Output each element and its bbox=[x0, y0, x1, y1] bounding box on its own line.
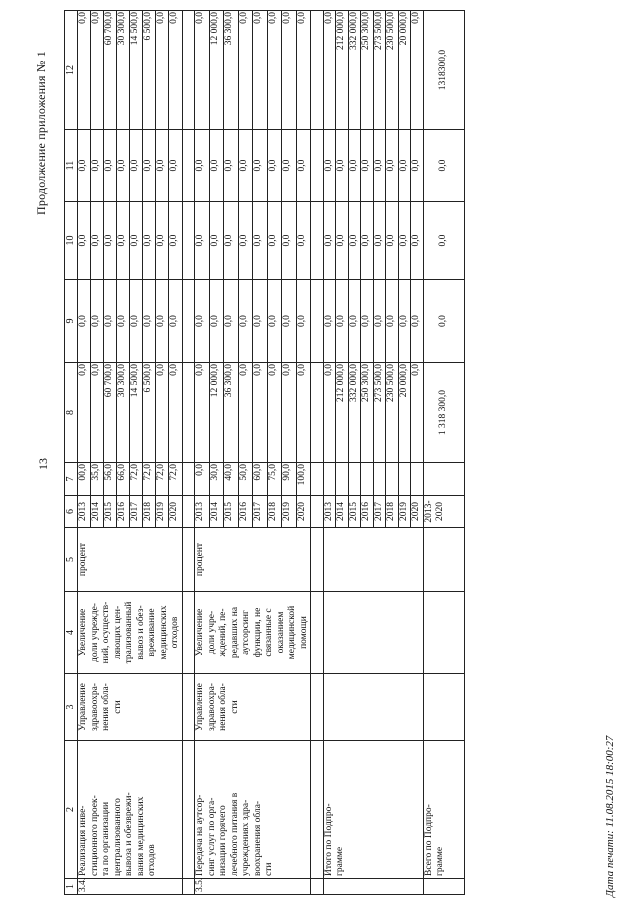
col12-total: 1318300,0 bbox=[423, 11, 464, 130]
year-cell: 2014 bbox=[336, 496, 349, 528]
indicator-line: функции, не bbox=[252, 607, 263, 658]
itogo-row bbox=[323, 11, 336, 895]
indicator-line: вреживание bbox=[147, 608, 157, 657]
indicator-line: оказанием bbox=[275, 611, 286, 654]
col9-cell: 0,0 bbox=[296, 280, 311, 363]
year-cell: 2018 bbox=[386, 496, 399, 528]
col9-cell: 0,0 bbox=[169, 280, 182, 363]
col10-cell: 0,0 bbox=[209, 202, 224, 280]
vsego-label bbox=[423, 741, 464, 879]
column-number-row bbox=[65, 11, 78, 895]
itogo-label-line: Итого по Подпро- bbox=[323, 803, 334, 876]
indicator-value: 50,0 bbox=[238, 463, 253, 496]
indicator-line: отходов bbox=[170, 616, 180, 649]
executor-line: сти bbox=[112, 700, 123, 714]
print-date: Дата печати: 11.08.2015 18:00:27 bbox=[604, 735, 616, 897]
col12-cell: 0,0 bbox=[238, 11, 253, 130]
indicator-line: вывоз и обез- bbox=[135, 605, 146, 660]
col8-cell: 0,0 bbox=[253, 363, 268, 463]
col8-cell: 0,0 bbox=[156, 363, 169, 463]
table-row bbox=[195, 11, 210, 895]
col9-cell: 0,0 bbox=[253, 280, 268, 363]
indicator-line: связанные с bbox=[264, 608, 274, 657]
measure-name-line: синг услуг по орга- bbox=[206, 797, 217, 876]
executor-line: нения обла- bbox=[218, 683, 228, 731]
year-cell: 2014 bbox=[209, 496, 224, 528]
indicator-value: 30,0 bbox=[209, 463, 224, 496]
col8-cell: 0,0 bbox=[267, 363, 282, 463]
col10-cell: 0,0 bbox=[398, 202, 411, 280]
col12-cell: 0,0 bbox=[78, 11, 91, 130]
empty-cell bbox=[182, 674, 195, 741]
measure-name-line: учреждениях здра- bbox=[241, 799, 251, 876]
empty-cell bbox=[311, 528, 324, 592]
col9-cell: 0,0 bbox=[267, 280, 282, 363]
col9-cell: 0,0 bbox=[78, 280, 91, 363]
column-number: 6 bbox=[65, 496, 78, 528]
col11-total: 0,0 bbox=[423, 130, 464, 202]
col11-cell: 0,0 bbox=[238, 130, 253, 202]
empty-cell bbox=[311, 674, 324, 741]
empty-cell bbox=[182, 130, 195, 202]
period-cell: 2013-2020 bbox=[423, 496, 464, 528]
year-cell: 2020 bbox=[169, 496, 182, 528]
empty-cell bbox=[311, 741, 324, 879]
empty-cell bbox=[398, 463, 411, 496]
empty-cell bbox=[311, 592, 324, 674]
executor-line: Управление bbox=[195, 683, 205, 731]
empty-cell bbox=[411, 463, 424, 496]
col11-cell: 0,0 bbox=[78, 130, 91, 202]
column-number: 8 bbox=[65, 363, 78, 463]
indicator-line: Увеличение bbox=[195, 608, 205, 657]
col10-total: 0,0 bbox=[423, 202, 464, 280]
col10-cell: 0,0 bbox=[156, 202, 169, 280]
empty-cell bbox=[182, 202, 195, 280]
measure-name-line: воохранения обла- bbox=[252, 800, 263, 876]
column-number: 3 bbox=[65, 674, 78, 741]
empty-cell bbox=[182, 741, 195, 879]
col10-cell: 0,0 bbox=[296, 202, 311, 280]
program-table bbox=[64, 10, 465, 895]
indicator-value: 00,0 bbox=[78, 463, 91, 496]
empty-cell bbox=[423, 592, 464, 674]
col10-cell: 0,0 bbox=[411, 202, 424, 280]
col8-cell: 14 500,0 bbox=[130, 363, 143, 463]
col9-cell: 0,0 bbox=[398, 280, 411, 363]
itogo-label-line: грамме bbox=[335, 846, 345, 876]
col10-cell: 0,0 bbox=[323, 202, 336, 280]
column-number: 2 bbox=[65, 741, 78, 879]
empty-cell bbox=[311, 363, 324, 463]
col11-cell: 0,0 bbox=[117, 130, 130, 202]
year-cell: 2017 bbox=[130, 496, 143, 528]
col8-cell: 0,0 bbox=[282, 363, 297, 463]
indicator-line: медицинских bbox=[158, 605, 169, 660]
col9-cell: 0,0 bbox=[348, 280, 361, 363]
measure-name-line: Передача на аутсор- bbox=[195, 794, 205, 876]
col9-cell: 0,0 bbox=[117, 280, 130, 363]
year-cell: 2017 bbox=[373, 496, 386, 528]
col12-cell: 0,0 bbox=[169, 11, 182, 130]
executor bbox=[78, 674, 183, 741]
col12-cell: 14 500,0 bbox=[130, 11, 143, 130]
measure-name bbox=[195, 741, 311, 879]
col9-cell: 0,0 bbox=[143, 280, 156, 363]
empty-cell bbox=[373, 463, 386, 496]
col11-cell: 0,0 bbox=[195, 130, 210, 202]
row-number: 3.5. bbox=[195, 879, 311, 895]
executor-line: здравоохра- bbox=[89, 683, 100, 731]
vsego-label-line: Всего по Подпро- bbox=[423, 804, 434, 876]
vsego-label-line: грамме bbox=[435, 846, 445, 876]
column-number: 12 bbox=[65, 11, 78, 130]
col9-cell: 0,0 bbox=[373, 280, 386, 363]
indicator-value: 0,0 bbox=[195, 463, 210, 496]
indicator-value: 40,0 bbox=[224, 463, 239, 496]
col11-cell: 0,0 bbox=[91, 130, 104, 202]
empty-cell bbox=[323, 879, 423, 895]
col11-cell: 0,0 bbox=[373, 130, 386, 202]
empty-cell bbox=[311, 130, 324, 202]
col8-cell: 230 500,0 bbox=[386, 363, 399, 463]
col12-cell: 0,0 bbox=[91, 11, 104, 130]
year-cell: 2019 bbox=[398, 496, 411, 528]
year-cell: 2014 bbox=[91, 496, 104, 528]
executor-line: здравоохра- bbox=[206, 683, 217, 731]
col10-cell: 0,0 bbox=[267, 202, 282, 280]
spacer-row bbox=[182, 11, 195, 895]
col8-cell: 0,0 bbox=[411, 363, 424, 463]
unit: процент bbox=[78, 528, 183, 592]
empty-cell bbox=[423, 879, 464, 895]
col8-cell: 0,0 bbox=[78, 363, 91, 463]
col10-cell: 0,0 bbox=[336, 202, 349, 280]
column-number: 7 bbox=[65, 463, 78, 496]
col12-cell: 250 300,0 bbox=[361, 11, 374, 130]
empty-cell bbox=[311, 280, 324, 363]
year-cell: 2017 bbox=[253, 496, 268, 528]
empty-cell bbox=[386, 463, 399, 496]
col10-cell: 0,0 bbox=[195, 202, 210, 280]
col8-cell: 332 000,0 bbox=[348, 363, 361, 463]
measure-name-line: стиционного проек- bbox=[89, 795, 100, 876]
indicator-line: ний, осуществ- bbox=[101, 601, 111, 664]
col10-cell: 0,0 bbox=[238, 202, 253, 280]
indicator-line: редавших на bbox=[229, 606, 240, 659]
table-row bbox=[78, 11, 91, 895]
year-cell: 2015 bbox=[348, 496, 361, 528]
col9-cell: 0,0 bbox=[386, 280, 399, 363]
col9-cell: 0,0 bbox=[238, 280, 253, 363]
col11-cell: 0,0 bbox=[143, 130, 156, 202]
col12-cell: 0,0 bbox=[411, 11, 424, 130]
year-cell: 2020 bbox=[411, 496, 424, 528]
year-cell: 2016 bbox=[361, 496, 374, 528]
indicator-line: Увеличение bbox=[78, 608, 88, 657]
year-cell: 2019 bbox=[156, 496, 169, 528]
executor bbox=[195, 674, 311, 741]
indicator-value: 75,0 bbox=[267, 463, 282, 496]
indicator-value: 60,0 bbox=[253, 463, 268, 496]
empty-cell bbox=[323, 674, 423, 741]
col10-cell: 0,0 bbox=[117, 202, 130, 280]
indicator-line: доли учрежде- bbox=[89, 603, 100, 662]
indicator-line: ждений, пе- bbox=[218, 608, 228, 657]
col10-cell: 0,0 bbox=[386, 202, 399, 280]
year-cell: 2018 bbox=[143, 496, 156, 528]
empty-cell bbox=[182, 11, 195, 130]
executor-line: сти bbox=[229, 700, 240, 714]
col8-cell: 0,0 bbox=[195, 363, 210, 463]
col8-cell: 212 000,0 bbox=[336, 363, 349, 463]
col8-cell: 0,0 bbox=[91, 363, 104, 463]
year-cell: 2016 bbox=[117, 496, 130, 528]
measure-name-line: сти bbox=[264, 862, 274, 876]
col12-cell: 36 300,0 bbox=[224, 11, 239, 130]
col10-cell: 0,0 bbox=[130, 202, 143, 280]
empty-cell bbox=[361, 463, 374, 496]
col10-cell: 0,0 bbox=[169, 202, 182, 280]
column-number: 4 bbox=[65, 592, 78, 674]
col12-cell: 6 500,0 bbox=[143, 11, 156, 130]
col9-cell: 0,0 bbox=[195, 280, 210, 363]
col9-total: 0,0 bbox=[423, 280, 464, 363]
col12-cell: 0,0 bbox=[323, 11, 336, 130]
empty-cell bbox=[323, 528, 423, 592]
empty-cell bbox=[311, 463, 324, 496]
col11-cell: 0,0 bbox=[104, 130, 117, 202]
measure-name-line: Реализация инве- bbox=[78, 805, 88, 876]
spacer-row bbox=[311, 11, 324, 895]
col10-cell: 0,0 bbox=[348, 202, 361, 280]
vsego-row bbox=[423, 11, 464, 895]
col9-cell: 0,0 bbox=[209, 280, 224, 363]
measure-name-line: централизованного bbox=[112, 798, 123, 876]
col8-cell: 273 500,0 bbox=[373, 363, 386, 463]
indicator-value: 72,0 bbox=[169, 463, 182, 496]
column-number: 1 bbox=[65, 879, 78, 895]
col8-cell: 12 000,0 bbox=[209, 363, 224, 463]
col12-cell: 0,0 bbox=[282, 11, 297, 130]
executor-line: нения обла- bbox=[101, 683, 111, 731]
column-number: 5 bbox=[65, 528, 78, 592]
indicator-value: 56,0 bbox=[104, 463, 117, 496]
col12-cell: 0,0 bbox=[267, 11, 282, 130]
indicator-line: ляющих цен- bbox=[112, 605, 123, 660]
col8-cell: 60 700,0 bbox=[104, 363, 117, 463]
col12-cell: 0,0 bbox=[253, 11, 268, 130]
col9-cell: 0,0 bbox=[156, 280, 169, 363]
col8-cell: 0,0 bbox=[296, 363, 311, 463]
measure-name-line: отходов bbox=[147, 844, 157, 876]
col9-cell: 0,0 bbox=[361, 280, 374, 363]
col9-cell: 0,0 bbox=[91, 280, 104, 363]
col11-cell: 0,0 bbox=[156, 130, 169, 202]
col11-cell: 0,0 bbox=[348, 130, 361, 202]
indicator-value: 72,0 bbox=[156, 463, 169, 496]
year-cell: 2015 bbox=[104, 496, 117, 528]
empty-cell bbox=[323, 592, 423, 674]
empty-cell bbox=[336, 463, 349, 496]
year-cell: 2013 bbox=[78, 496, 91, 528]
empty-cell bbox=[311, 496, 324, 528]
indicator bbox=[78, 592, 183, 674]
empty-cell bbox=[311, 202, 324, 280]
col12-cell: 0,0 bbox=[195, 11, 210, 130]
empty-cell bbox=[423, 528, 464, 592]
col8-cell: 0,0 bbox=[323, 363, 336, 463]
executor-line: Управление bbox=[78, 683, 88, 731]
col11-cell: 0,0 bbox=[209, 130, 224, 202]
measure-name-line: низации горячего bbox=[218, 805, 228, 876]
col10-cell: 0,0 bbox=[104, 202, 117, 280]
empty-cell bbox=[182, 592, 195, 674]
year-cell: 2015 bbox=[224, 496, 239, 528]
col12-cell: 30 300,0 bbox=[117, 11, 130, 130]
col11-cell: 0,0 bbox=[386, 130, 399, 202]
col12-cell: 0,0 bbox=[296, 11, 311, 130]
col11-cell: 0,0 bbox=[130, 130, 143, 202]
indicator-value: 100,0 bbox=[296, 463, 311, 496]
col9-cell: 0,0 bbox=[224, 280, 239, 363]
indicator-line: медицинской bbox=[287, 605, 297, 660]
col12-cell: 0,0 bbox=[156, 11, 169, 130]
col10-cell: 0,0 bbox=[253, 202, 268, 280]
itogo-label bbox=[323, 741, 423, 879]
col11-cell: 0,0 bbox=[361, 130, 374, 202]
col11-cell: 0,0 bbox=[253, 130, 268, 202]
empty-cell bbox=[348, 463, 361, 496]
col11-cell: 0,0 bbox=[411, 130, 424, 202]
col8-cell: 0,0 bbox=[238, 363, 253, 463]
indicator-line: трализованный bbox=[124, 601, 134, 664]
year-cell: 2019 bbox=[282, 496, 297, 528]
col11-cell: 0,0 bbox=[336, 130, 349, 202]
col12-cell: 273 500,0 bbox=[373, 11, 386, 130]
column-number: 9 bbox=[65, 280, 78, 363]
col12-cell: 60 700,0 bbox=[104, 11, 117, 130]
col12-cell: 212 000,0 bbox=[336, 11, 349, 130]
col12-cell: 230 500,0 bbox=[386, 11, 399, 130]
empty-cell bbox=[182, 363, 195, 463]
col11-cell: 0,0 bbox=[323, 130, 336, 202]
indicator bbox=[195, 592, 311, 674]
col8-cell: 6 500,0 bbox=[143, 363, 156, 463]
col9-cell: 0,0 bbox=[411, 280, 424, 363]
col9-cell: 0,0 bbox=[336, 280, 349, 363]
empty-cell bbox=[182, 280, 195, 363]
empty-cell bbox=[423, 463, 464, 496]
col10-cell: 0,0 bbox=[78, 202, 91, 280]
indicator-value: 72,0 bbox=[130, 463, 143, 496]
col12-cell: 20 000,0 bbox=[398, 11, 411, 130]
col12-cell: 12 000,0 bbox=[209, 11, 224, 130]
year-cell: 2013 bbox=[195, 496, 210, 528]
col8-total: 1 318 300,0 bbox=[423, 363, 464, 463]
col8-cell: 30 300,0 bbox=[117, 363, 130, 463]
col11-cell: 0,0 bbox=[296, 130, 311, 202]
empty-cell bbox=[182, 879, 195, 895]
empty-cell bbox=[182, 528, 195, 592]
col9-cell: 0,0 bbox=[130, 280, 143, 363]
empty-cell bbox=[311, 11, 324, 130]
col9-cell: 0,0 bbox=[323, 280, 336, 363]
col10-cell: 0,0 bbox=[282, 202, 297, 280]
measure-name bbox=[78, 741, 183, 879]
col10-cell: 0,0 bbox=[373, 202, 386, 280]
page-number: 13 bbox=[36, 458, 50, 470]
indicator-value: 35,0 bbox=[91, 463, 104, 496]
empty-cell bbox=[182, 463, 195, 496]
indicator-value: 90,0 bbox=[282, 463, 297, 496]
col12-cell: 332 000,0 bbox=[348, 11, 361, 130]
indicator-value: 66,0 bbox=[117, 463, 130, 496]
col10-cell: 0,0 bbox=[224, 202, 239, 280]
indicator-line: доли учре- bbox=[206, 610, 217, 655]
table-body bbox=[78, 11, 465, 895]
empty-cell bbox=[423, 674, 464, 741]
col9-cell: 0,0 bbox=[104, 280, 117, 363]
indicator-line: аутсорсинг bbox=[241, 610, 251, 655]
empty-cell bbox=[311, 879, 324, 895]
col11-cell: 0,0 bbox=[398, 130, 411, 202]
empty-cell bbox=[182, 496, 195, 528]
indicator-value: 72,0 bbox=[143, 463, 156, 496]
column-number: 11 bbox=[65, 130, 78, 202]
col10-cell: 0,0 bbox=[143, 202, 156, 280]
col9-cell: 0,0 bbox=[282, 280, 297, 363]
year-cell: 2013 bbox=[323, 496, 336, 528]
col11-cell: 0,0 bbox=[282, 130, 297, 202]
year-cell: 2020 bbox=[296, 496, 311, 528]
col11-cell: 0,0 bbox=[169, 130, 182, 202]
measure-name-line: вания медицинских bbox=[135, 796, 146, 876]
col10-cell: 0,0 bbox=[91, 202, 104, 280]
continuation-title: Продолжение приложения № 1 bbox=[34, 51, 48, 215]
measure-name-line: вывоза и обезврежи- bbox=[124, 792, 134, 876]
row-number: 3.4. bbox=[78, 879, 183, 895]
col11-cell: 0,0 bbox=[267, 130, 282, 202]
col11-cell: 0,0 bbox=[224, 130, 239, 202]
empty-cell bbox=[323, 463, 336, 496]
col8-cell: 36 300,0 bbox=[224, 363, 239, 463]
measure-name-line: та по организации bbox=[101, 801, 111, 876]
indicator-line: помощи bbox=[298, 616, 309, 649]
column-number: 10 bbox=[65, 202, 78, 280]
col8-cell: 20 000,0 bbox=[398, 363, 411, 463]
col8-cell: 0,0 bbox=[169, 363, 182, 463]
year-cell: 2018 bbox=[267, 496, 282, 528]
unit: процент bbox=[195, 528, 311, 592]
col8-cell: 250 300,0 bbox=[361, 363, 374, 463]
measure-name-line: лечебного питания в bbox=[229, 792, 240, 876]
year-cell: 2016 bbox=[238, 496, 253, 528]
col10-cell: 0,0 bbox=[361, 202, 374, 280]
